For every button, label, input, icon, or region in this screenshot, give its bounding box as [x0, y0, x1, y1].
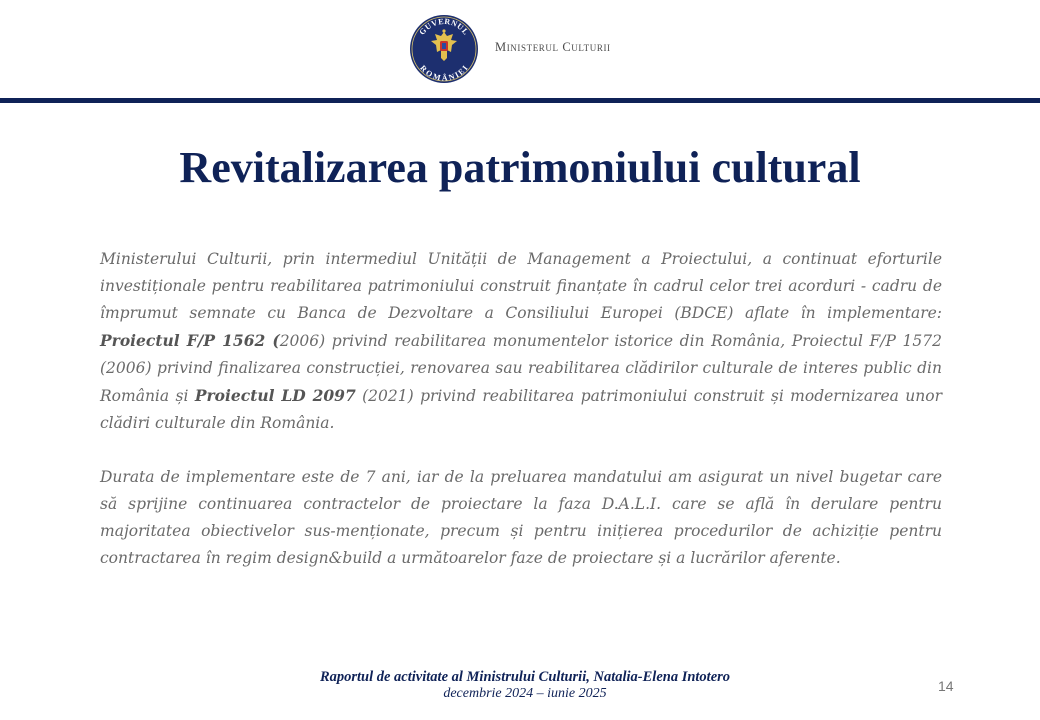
- slide-header: [0, 0, 1040, 100]
- body-paragraph-1: [100, 246, 942, 437]
- header-divider: [0, 98, 1040, 103]
- paragraph-text: (2021) privind reabilitarea patrimoniului construit și modernizarea unor clădiri culturale din România.: [100, 387, 942, 432]
- paragraph-text: Ministerului Culturii, prin intermediul Unității de Management a Proiectului, a continuat eforturile investiționale pentru reabilitarea patrimoniului construit finanțate în cadrul celor trei acorduri - cadru de împrumut semnate cu Banca de Dezvoltare a Consiliului Europei (BDCE) aflate în implementare:: [100, 250, 942, 322]
- coat-of-arms-icon: [409, 14, 479, 84]
- slide-footer: [220, 669, 830, 702]
- emblem-top-text: GUVERNUL: [417, 16, 471, 37]
- slide-title: Revitalizarea patrimoniului cultural: [179, 143, 861, 192]
- ministry-name: Ministerul Culturii: [495, 40, 611, 54]
- project-name-bold: Proiectul LD 2097: [194, 386, 356, 405]
- footer-report-title: Raportul de activitate al Ministrului Culturii, Natalia-Elena Intotero: [319, 669, 731, 685]
- paragraph-text: 2006) privind reabilitarea monumentelor istorice din România, Proiectul F/P 1572 (2006) privind finalizarea construcției, renovarea sau reabilitarea clădirilor culturale de interes public din România și: [100, 332, 942, 405]
- project-name-bold: Proiectul F/P 1562 (: [100, 331, 280, 350]
- footer-period: decembrie 2024 – iunie 2025: [443, 686, 607, 701]
- slide-body: [100, 246, 942, 599]
- body-paragraph-2: Durata de implementare este de 7 ani, iar de la preluarea mandatului am asigurat un nivel bugetar care să sprijine continuarea contractelor de proiectare la faza D.A.L.I. care se află în derulare pentru majoritatea obiectivelor sus-menționate, precum și pentru inițierea procedurilor de achiziție pentru contractarea în regim design&build a următoarelor faze de proiectare și a lucrărilor aferente.: [100, 468, 942, 567]
- emblem-bottom-text: ROMÂNIEI: [418, 63, 470, 83]
- page-number: 14: [938, 678, 954, 694]
